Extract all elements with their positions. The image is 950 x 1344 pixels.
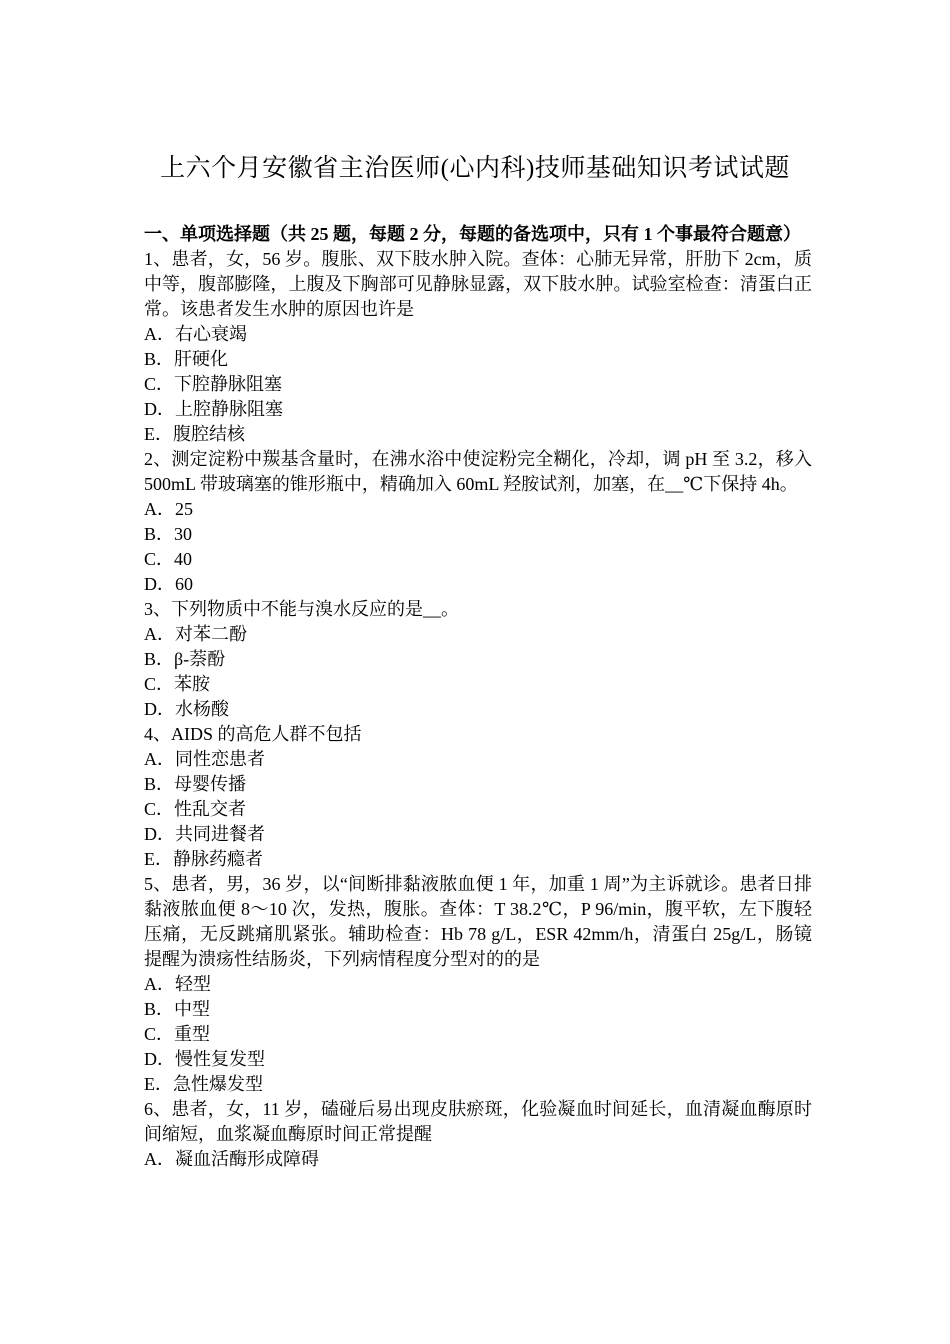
- answer-option: D．慢性复发型: [144, 1049, 265, 1069]
- answer-option: D．共同进餐者: [144, 824, 265, 844]
- answer-option: B．母婴传播: [144, 774, 247, 794]
- question-text: 3、下列物质中不能与溴水反应的是__。: [144, 599, 459, 619]
- answer-option: A．右心衰竭: [144, 324, 247, 344]
- question-text: 1、患者，女，56 岁。腹胀、双下肢水肿入院。查体：心肺无异常，肝肋下 2cm，质中等，腹部膨隆，上腹及下胸部可见静脉显露，双下肢水肿。试验室检查：清蛋白正常。该患者发生水肿的原因也许是: [144, 249, 812, 319]
- section-heading: 一、单项选择题（共 25 题，每题 2 分，每题的备选项中，只有 1 个事最符合题意）: [144, 224, 801, 244]
- document-body: [144, 222, 812, 1172]
- document-title: 上六个月安徽省主治医师(心内科)技师基础知识考试试题: [160, 155, 790, 182]
- answer-option: C．重型: [144, 1024, 211, 1044]
- question-block: [144, 872, 812, 1097]
- answer-option: A．凝血活酶形成障碍: [144, 1149, 319, 1169]
- question-text: 5、患者，男，36 岁，以“间断排黏液脓血便 1 年，加重 1 周”为主诉就诊。患者日排黏液脓血便 8～10 次，发热，腹胀。查体：T 38.2℃，P 96/min，腹平软，左下腹轻压痛，无反跳痛肌紧张。辅助检查：Hb 78 g/L，ESR 42mm/h，清蛋白 25g/L，肠镜提醒为溃疡性结肠炎，下列病情程度分型对的的是: [144, 874, 812, 969]
- answer-option: B．β-萘酚: [144, 649, 226, 669]
- answer-option: D．上腔静脉阻塞: [144, 399, 283, 419]
- answer-option: C．40: [144, 549, 193, 569]
- answer-option: C．性乱交者: [144, 799, 247, 819]
- answer-option: C．苯胺: [144, 674, 211, 694]
- answer-option: A．轻型: [144, 974, 211, 994]
- answer-option: A．25: [144, 499, 193, 519]
- answer-option: D．水杨酸: [144, 699, 229, 719]
- answer-option: B．肝硬化: [144, 349, 229, 369]
- question-block: [144, 247, 812, 447]
- question-text: 4、AIDS 的高危人群不包括: [144, 724, 362, 744]
- answer-option: C．下腔静脉阻塞: [144, 374, 283, 394]
- answer-option: E．静脉药瘾者: [144, 849, 263, 869]
- question-list: [144, 247, 812, 1172]
- answer-option: E．腹腔结核: [144, 424, 245, 444]
- answer-option: B．中型: [144, 999, 211, 1019]
- answer-option: A．对苯二酚: [144, 624, 247, 644]
- answer-option: A．同性恋患者: [144, 749, 265, 769]
- question-block: [144, 447, 812, 597]
- question-block: [144, 722, 812, 872]
- answer-option: E．急性爆发型: [144, 1074, 263, 1094]
- question-text: 2、测定淀粉中羰基含量时，在沸水浴中使淀粉完全糊化，冷却，调 pH 至 3.2，移入 500mL 带玻璃塞的锥形瓶中，精确加入 60mL 羟胺试剂，加塞，在__℃下保持 4h。: [144, 449, 812, 494]
- question-block: [144, 1097, 812, 1172]
- question-block: [144, 597, 812, 722]
- question-text: 6、患者，女，11 岁，磕碰后易出现皮肤瘀斑，化验凝血时间延长，血清凝血酶原时间缩短，血浆凝血酶原时间正常提醒: [144, 1099, 812, 1144]
- answer-option: B．30: [144, 524, 193, 544]
- answer-option: D．60: [144, 574, 193, 594]
